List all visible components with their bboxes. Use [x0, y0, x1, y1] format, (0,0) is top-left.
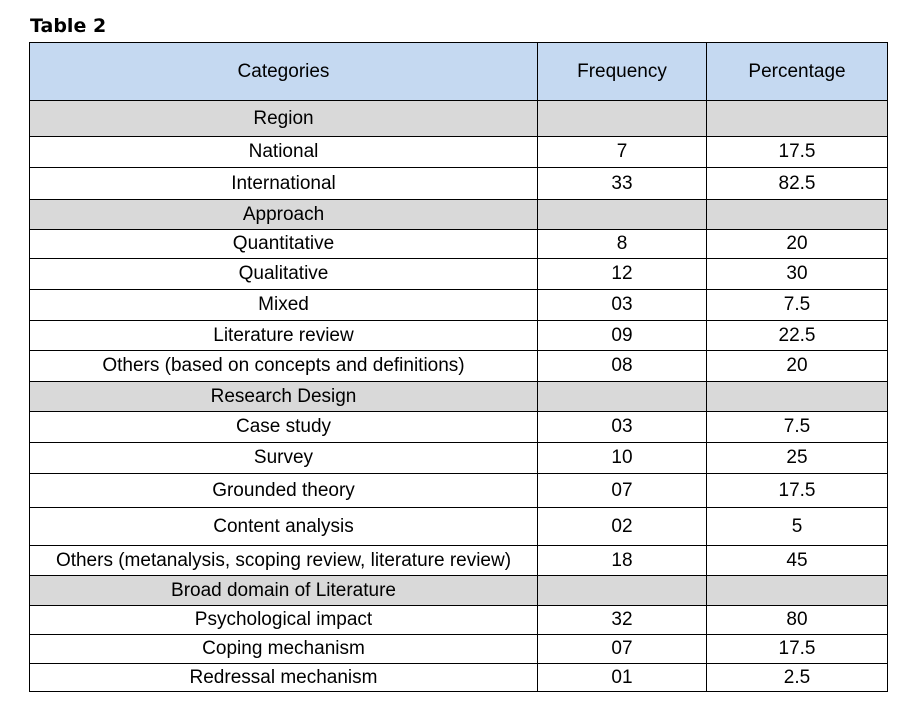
table-row — [30, 443, 888, 474]
table-row — [30, 168, 888, 200]
data-table — [29, 42, 888, 692]
percentage-cell: 5 — [707, 508, 888, 546]
header-frequency: Frequency — [538, 43, 707, 101]
table-row — [30, 635, 888, 664]
table-row — [30, 474, 888, 508]
section-empty-cell — [538, 200, 707, 230]
table-row — [30, 351, 888, 382]
frequency-cell: 08 — [538, 351, 707, 382]
table-row — [30, 508, 888, 546]
category-cell: Case study — [30, 412, 538, 443]
percentage-cell: 22.5 — [707, 321, 888, 351]
table-row — [30, 290, 888, 321]
frequency-cell: 33 — [538, 168, 707, 200]
table-row — [30, 664, 888, 692]
percentage-cell: 20 — [707, 351, 888, 382]
table-row — [30, 230, 888, 259]
section-empty-cell — [538, 101, 707, 137]
section-empty-cell — [538, 576, 707, 606]
percentage-cell: 80 — [707, 606, 888, 635]
section-empty-cell — [707, 101, 888, 137]
section-row — [30, 576, 888, 606]
frequency-cell: 8 — [538, 230, 707, 259]
frequency-cell: 02 — [538, 508, 707, 546]
header-percentage: Percentage — [707, 43, 888, 101]
category-cell: Mixed — [30, 290, 538, 321]
section-empty-cell — [707, 382, 888, 412]
frequency-cell: 10 — [538, 443, 707, 474]
category-cell: Redressal mechanism — [30, 664, 538, 692]
category-cell: Coping mechanism — [30, 635, 538, 664]
percentage-cell: 17.5 — [707, 474, 888, 508]
category-cell: Others (based on concepts and definitions) — [30, 351, 538, 382]
category-cell: International — [30, 168, 538, 200]
section-label: Approach — [30, 200, 538, 230]
percentage-cell: 2.5 — [707, 664, 888, 692]
frequency-cell: 18 — [538, 546, 707, 576]
category-cell: Psychological impact — [30, 606, 538, 635]
table-row — [30, 137, 888, 168]
frequency-cell: 12 — [538, 259, 707, 290]
table-body — [30, 101, 888, 692]
section-label: Research Design — [30, 382, 538, 412]
percentage-cell: 25 — [707, 443, 888, 474]
header-row — [30, 43, 888, 101]
section-row — [30, 382, 888, 412]
percentage-cell: 17.5 — [707, 137, 888, 168]
category-cell: Literature review — [30, 321, 538, 351]
frequency-cell: 09 — [538, 321, 707, 351]
percentage-cell: 20 — [707, 230, 888, 259]
table-row — [30, 606, 888, 635]
table-row — [30, 321, 888, 351]
category-cell: Grounded theory — [30, 474, 538, 508]
percentage-cell: 82.5 — [707, 168, 888, 200]
section-row — [30, 101, 888, 137]
section-label: Region — [30, 101, 538, 137]
frequency-cell: 01 — [538, 664, 707, 692]
section-empty-cell — [538, 382, 707, 412]
category-cell: Qualitative — [30, 259, 538, 290]
category-cell: Survey — [30, 443, 538, 474]
frequency-cell: 07 — [538, 635, 707, 664]
percentage-cell: 30 — [707, 259, 888, 290]
table-row — [30, 412, 888, 443]
category-cell: Quantitative — [30, 230, 538, 259]
category-cell: Others (metanalysis, scoping review, literature review) — [30, 546, 538, 576]
table-title: Table 2 — [30, 15, 107, 37]
frequency-cell: 03 — [538, 412, 707, 443]
category-cell: National — [30, 137, 538, 168]
frequency-cell: 32 — [538, 606, 707, 635]
percentage-cell: 7.5 — [707, 412, 888, 443]
section-empty-cell — [707, 200, 888, 230]
frequency-cell: 7 — [538, 137, 707, 168]
percentage-cell: 45 — [707, 546, 888, 576]
section-empty-cell — [707, 576, 888, 606]
table-row — [30, 546, 888, 576]
frequency-cell: 07 — [538, 474, 707, 508]
section-row — [30, 200, 888, 230]
category-cell: Content analysis — [30, 508, 538, 546]
header-categories: Categories — [30, 43, 538, 101]
percentage-cell: 7.5 — [707, 290, 888, 321]
section-label: Broad domain of Literature — [30, 576, 538, 606]
table-row — [30, 259, 888, 290]
percentage-cell: 17.5 — [707, 635, 888, 664]
frequency-cell: 03 — [538, 290, 707, 321]
